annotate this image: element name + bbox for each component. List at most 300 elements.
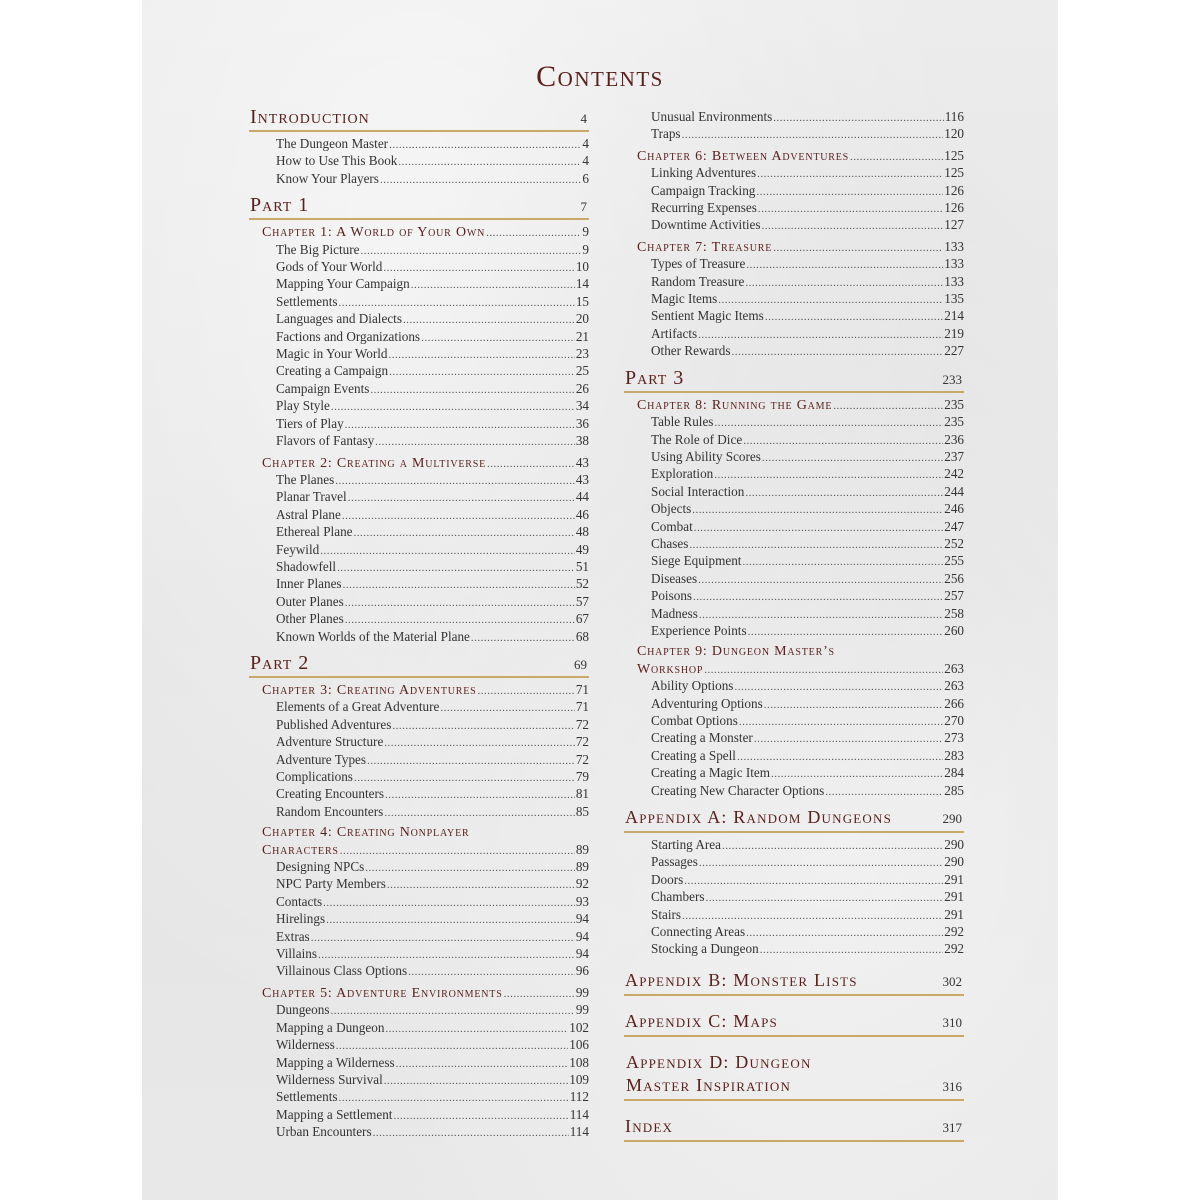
entry-page: 10: [575, 259, 589, 275]
dot-leader: [392, 718, 574, 734]
entry-page: 292: [944, 924, 964, 940]
appendix-page: 310: [942, 1014, 962, 1030]
part-label: Part 2: [250, 651, 310, 674]
toc-entry[interactable]: [249, 294, 589, 311]
entry-label: Ethereal Plane: [276, 524, 353, 540]
dot-leader: [773, 110, 943, 126]
toc-chapter-4[interactable]: [249, 825, 589, 859]
dot-leader: [731, 344, 943, 360]
entry-page: 23: [575, 346, 589, 362]
toc-entry[interactable]: [624, 308, 964, 325]
toc-entry[interactable]: [624, 449, 964, 466]
dot-leader: [756, 184, 943, 200]
dot-leader: [682, 127, 944, 143]
toc-entry[interactable]: [249, 786, 589, 803]
toc-entry[interactable]: [624, 165, 964, 182]
dot-leader: [383, 260, 574, 276]
entry-label: Experience Points: [651, 622, 747, 638]
entry-label: Mapping a Wilderness: [276, 1054, 395, 1070]
entry-label: Exploration: [651, 466, 714, 482]
dot-leader: [705, 890, 943, 906]
toc-entry[interactable]: [249, 804, 589, 821]
dot-leader: [765, 309, 943, 325]
toc-entry[interactable]: [624, 466, 964, 483]
entry-label: Siege Equipment: [651, 553, 742, 569]
dot-leader: [764, 697, 943, 713]
toc-entry[interactable]: [249, 381, 589, 398]
entry-label: Stairs: [651, 906, 682, 922]
chapter-page: 235: [944, 396, 964, 412]
entry-page: 133: [944, 273, 964, 289]
entry-page: 283: [944, 747, 964, 763]
entry-page: 292: [944, 941, 964, 957]
toc-entry[interactable]: [249, 329, 589, 346]
dot-leader: [398, 154, 581, 170]
dot-leader: [745, 275, 943, 291]
entry-label: How to Use This Book: [276, 153, 398, 169]
toc-entry[interactable]: [624, 854, 964, 871]
toc-entry[interactable]: [249, 929, 589, 946]
chapter-page: 71: [575, 681, 589, 697]
toc-entry[interactable]: [249, 859, 589, 876]
toc-entry[interactable]: [249, 524, 589, 541]
dot-leader: [384, 735, 575, 751]
dot-leader: [384, 805, 575, 821]
dot-leader: [718, 292, 943, 308]
toc-entry[interactable]: [624, 414, 964, 431]
entry-label: The Dungeon Master: [276, 136, 389, 151]
entry-label: Other Planes: [276, 611, 344, 627]
entry-label: Creating a Spell: [651, 747, 736, 763]
entry-label: Mapping a Settlement: [276, 1106, 393, 1122]
toc-part-3[interactable]: [624, 367, 964, 393]
entry-page: 273: [944, 730, 964, 746]
toc-appendix-c[interactable]: [624, 1010, 964, 1037]
toc-part-1[interactable]: [249, 194, 589, 220]
dot-leader: [373, 1125, 569, 1141]
toc-entry[interactable]: [624, 730, 964, 747]
entry-label: Planar Travel: [276, 489, 347, 505]
entry-page: 257: [944, 588, 964, 604]
entry-page: 48: [575, 524, 589, 540]
toc-entry[interactable]: [624, 501, 964, 518]
toc-entry[interactable]: [624, 872, 964, 889]
toc-index[interactable]: [624, 1115, 964, 1142]
dot-leader: [365, 860, 575, 876]
chapter-7-entries: [624, 256, 964, 360]
toc-entry[interactable]: [624, 606, 964, 623]
entry-label: Know Your Players: [276, 170, 379, 186]
appendix-page: 316: [942, 1078, 962, 1094]
entry-label: The Planes: [276, 471, 335, 487]
toc-entry[interactable]: [249, 594, 589, 611]
toc-entry[interactable]: [249, 894, 589, 911]
entry-page: 242: [944, 466, 964, 482]
toc-entry[interactable]: [624, 623, 964, 640]
toc-entry[interactable]: [624, 326, 964, 343]
entry-page: 34: [575, 398, 589, 414]
dot-leader: [403, 312, 575, 328]
entry-page: 89: [575, 859, 589, 875]
entry-page: 266: [944, 695, 964, 711]
part-label: Part 1: [250, 194, 310, 217]
part-page: 7: [580, 199, 587, 215]
toc-entry[interactable]: [249, 311, 589, 328]
dot-leader: [757, 166, 943, 182]
entry-page: 133: [944, 256, 964, 272]
entry-label: Complications: [276, 769, 353, 784]
entry-page: 68: [575, 628, 589, 644]
dot-leader: [734, 679, 943, 695]
toc-entry[interactable]: [249, 276, 589, 293]
chapter-label: Chapter 5: Adventure Environments: [262, 985, 503, 1001]
toc-entry[interactable]: [624, 109, 964, 126]
entry-label: Types of Treasure: [651, 256, 746, 272]
entry-label: Creating a Monster: [651, 730, 753, 746]
appendix-label-line2: Master Inspiration: [626, 1074, 792, 1095]
entry-label: Random Treasure: [651, 273, 745, 289]
toc-entry[interactable]: [624, 588, 964, 605]
chapter-label: Chapter 6: Between Adventures: [637, 148, 850, 164]
chapter-label: Chapter 1: A World of Your Own: [262, 225, 486, 241]
chapter-label: Chapter 3: Creating Adventures: [262, 682, 477, 698]
entry-label: Diseases: [651, 570, 698, 586]
dot-leader: [345, 612, 575, 628]
dot-leader: [754, 731, 943, 747]
toc-entry[interactable]: [249, 363, 589, 380]
toc-entry[interactable]: [249, 1055, 589, 1072]
entry-label: Ability Options: [651, 678, 734, 694]
toc-part-introduction[interactable]: [249, 106, 589, 132]
entry-page: 247: [944, 518, 964, 534]
entry-page: 43: [575, 471, 589, 487]
toc-entry[interactable]: [249, 1037, 589, 1054]
entry-page: 46: [575, 506, 589, 522]
dot-leader: [487, 456, 575, 472]
toc-entry[interactable]: [249, 416, 589, 433]
entry-label: Unusual Environments: [651, 109, 773, 124]
chapter-page: 125: [944, 147, 964, 163]
dot-leader: [370, 382, 574, 398]
intro-entries: [249, 136, 589, 188]
dot-leader: [337, 560, 575, 576]
toc-entry[interactable]: [249, 136, 589, 153]
toc-appendix-a[interactable]: [624, 806, 964, 833]
chapter-page: 263: [944, 660, 964, 676]
entry-label: Traps: [651, 126, 681, 142]
toc-entry[interactable]: [624, 941, 964, 958]
entry-page: 106: [569, 1037, 589, 1053]
entry-page: 112: [569, 1089, 589, 1105]
toc-entry[interactable]: [624, 907, 964, 924]
entry-page: 214: [944, 308, 964, 324]
toc-chapter-7[interactable]: [624, 239, 964, 256]
dot-leader: [504, 986, 575, 1002]
dot-leader: [331, 399, 575, 415]
dot-leader: [833, 398, 943, 414]
entry-label: Random Encounters: [276, 803, 384, 819]
dot-leader: [361, 243, 582, 259]
entry-page: 120: [944, 126, 964, 142]
dot-leader: [393, 1108, 568, 1124]
toc-entry[interactable]: [249, 398, 589, 415]
toc-entry[interactable]: [624, 889, 964, 906]
dot-leader: [389, 137, 581, 153]
toc-entry[interactable]: [624, 837, 964, 854]
entry-label: Known Worlds of the Material Plane: [276, 628, 470, 644]
entry-label: Connecting Areas: [651, 924, 746, 940]
toc-entry[interactable]: [249, 1089, 589, 1106]
entry-page: 219: [944, 325, 964, 341]
entry-page: 71: [575, 699, 589, 715]
entry-page: 72: [575, 751, 589, 767]
entry-page: 51: [575, 558, 589, 574]
toc-entry[interactable]: [624, 274, 964, 291]
toc-entry[interactable]: [624, 553, 964, 570]
dot-leader: [746, 925, 943, 941]
toc-entry[interactable]: [249, 876, 589, 893]
entry-page: 235: [944, 414, 964, 430]
toc-chapter-2[interactable]: [249, 455, 589, 472]
part-page: 69: [574, 656, 587, 672]
entry-label: Inner Planes: [276, 576, 342, 592]
dot-leader: [745, 485, 943, 501]
toc-entry[interactable]: [249, 1002, 589, 1019]
entry-page: 102: [569, 1019, 589, 1035]
toc-chapter-1[interactable]: [249, 224, 589, 241]
entry-label: Flavors of Fantasy: [276, 433, 375, 449]
entry-label: Adventuring Options: [651, 695, 763, 711]
toc-chapter-6[interactable]: [624, 148, 964, 165]
part-page: 4: [580, 111, 587, 126]
entry-label: Starting Area: [651, 837, 721, 853]
toc-entry[interactable]: [249, 346, 589, 363]
entry-page: 93: [575, 893, 589, 909]
toc-entry[interactable]: [624, 924, 964, 941]
toc-entry[interactable]: [624, 536, 964, 553]
toc-entry[interactable]: [249, 472, 589, 489]
toc-entry[interactable]: [249, 242, 589, 259]
contents-page: [142, 0, 1058, 1200]
entry-page: 285: [944, 782, 964, 798]
entry-label: Creating Encounters: [276, 786, 385, 802]
entry-page: 9: [582, 241, 589, 257]
appendix-a-entries: [624, 837, 964, 959]
dot-leader: [739, 714, 943, 730]
toc-chapter-3[interactable]: [249, 682, 589, 699]
entry-label: Villains: [276, 946, 317, 962]
entry-page: 284: [944, 765, 964, 781]
toc-entry[interactable]: [624, 713, 964, 730]
entry-label: Play Style: [276, 398, 330, 414]
toc-chapter-8[interactable]: [624, 397, 964, 414]
chapter-4-entries: [249, 859, 589, 981]
toc-entry[interactable]: [249, 542, 589, 559]
dot-leader: [704, 662, 943, 678]
toc-entry[interactable]: [249, 963, 589, 980]
toc-appendix-d[interactable]: [624, 1051, 964, 1101]
entry-label: Magic Items: [651, 291, 718, 307]
entry-page: 227: [944, 343, 964, 359]
toc-entry[interactable]: [249, 1124, 589, 1141]
toc-entry[interactable]: [249, 946, 589, 963]
entry-page: 291: [944, 871, 964, 887]
entry-label: Wilderness: [276, 1037, 335, 1053]
entry-label: Campaign Tracking: [651, 182, 756, 198]
toc-entry[interactable]: [249, 559, 589, 576]
toc-entry[interactable]: [624, 765, 964, 782]
toc-entry[interactable]: [624, 217, 964, 234]
entry-page: 263: [944, 678, 964, 694]
dot-leader: [318, 947, 575, 963]
entry-page: 236: [944, 431, 964, 447]
dot-leader: [375, 434, 575, 450]
chapter-6-entries: [624, 165, 964, 235]
toc-chapter-5[interactable]: [249, 985, 589, 1002]
dot-leader: [323, 895, 575, 911]
chapter-label: Chapter 7: Treasure: [637, 239, 773, 255]
chapter-page: 133: [944, 238, 964, 254]
entry-label: Adventure Types: [276, 751, 367, 767]
entry-page: 96: [575, 963, 589, 979]
toc-entry[interactable]: [249, 699, 589, 716]
toc-chapter-9[interactable]: [624, 644, 964, 678]
toc-entry[interactable]: [249, 489, 589, 506]
entry-label: Creating a Campaign: [276, 363, 389, 379]
toc-entry[interactable]: [624, 484, 964, 501]
dot-leader: [389, 347, 575, 363]
dot-leader: [478, 683, 575, 699]
index-page: 317: [942, 1119, 962, 1135]
entry-page: 291: [944, 889, 964, 905]
toc-entry[interactable]: [249, 911, 589, 928]
toc-entry[interactable]: [624, 783, 964, 800]
toc-entry[interactable]: [249, 734, 589, 751]
toc-entry[interactable]: [624, 678, 964, 695]
toc-entry[interactable]: [249, 717, 589, 734]
toc-entry[interactable]: [624, 256, 964, 273]
entry-label: Downtime Activities: [651, 217, 761, 233]
toc-entry[interactable]: [249, 1072, 589, 1089]
dot-leader: [320, 543, 575, 559]
toc-entry[interactable]: [624, 183, 964, 200]
dot-leader: [684, 873, 943, 889]
entry-label: Adventure Structure: [276, 734, 384, 750]
toc-entry[interactable]: [624, 571, 964, 588]
index-label: Index: [625, 1115, 674, 1136]
part-page: 233: [942, 371, 962, 387]
toc-appendix-b[interactable]: [624, 969, 964, 996]
dot-leader: [737, 749, 943, 765]
toc-entry[interactable]: [624, 748, 964, 765]
toc-entry[interactable]: [249, 1020, 589, 1037]
entry-page: 79: [575, 769, 589, 784]
dot-leader: [694, 520, 943, 536]
entry-label: Sentient Magic Items: [651, 308, 764, 324]
entry-label: Madness: [651, 605, 698, 621]
entry-page: 255: [944, 553, 964, 569]
entry-label: Gods of Your World: [276, 259, 383, 275]
dot-leader: [342, 508, 575, 524]
entry-page: 57: [575, 593, 589, 609]
dot-leader: [384, 1073, 568, 1089]
entry-label: Combat Options: [651, 713, 738, 728]
dot-leader: [343, 577, 575, 593]
dot-leader: [330, 1003, 574, 1019]
entry-page: 126: [944, 200, 964, 216]
toc-entry[interactable]: [249, 769, 589, 786]
dot-leader: [714, 467, 943, 483]
toc-entry[interactable]: [624, 126, 964, 143]
dot-leader: [440, 700, 574, 716]
entry-label: Stocking a Dungeon: [651, 941, 759, 957]
dot-leader: [340, 843, 575, 859]
entry-label: Chases: [651, 535, 689, 551]
toc-entry[interactable]: [249, 171, 589, 188]
toc-entry[interactable]: [249, 433, 589, 450]
toc-entry[interactable]: [249, 752, 589, 769]
toc-entry[interactable]: [249, 507, 589, 524]
toc-entry[interactable]: [249, 259, 589, 276]
toc-entry[interactable]: [624, 696, 964, 713]
entry-label: Campaign Events: [276, 380, 370, 396]
appendix-label: Appendix C: Maps: [625, 1010, 778, 1031]
chapter-1-entries: [249, 242, 589, 451]
toc-entry[interactable]: [249, 1107, 589, 1124]
entry-label: Passages: [651, 854, 698, 870]
toc-part-2[interactable]: [249, 652, 589, 678]
entry-label: Other Rewards: [651, 343, 731, 359]
entry-page: 116: [944, 109, 964, 124]
entry-label: Mapping Your Campaign: [276, 276, 410, 292]
dot-leader: [693, 589, 943, 605]
dot-leader: [758, 201, 943, 217]
toc-entry[interactable]: [624, 291, 964, 308]
toc-entry[interactable]: [249, 153, 589, 170]
dot-leader: [486, 225, 581, 241]
entry-label: Table Rules: [651, 414, 714, 430]
entry-label: Shadowfell: [276, 558, 337, 574]
entry-page: 81: [575, 786, 589, 802]
chapter-page: 43: [575, 454, 589, 470]
entry-page: 72: [575, 734, 589, 750]
entry-page: 237: [944, 448, 964, 464]
dot-leader: [742, 554, 943, 570]
entry-label: The Big Picture: [276, 241, 360, 257]
toc-entry[interactable]: [249, 629, 589, 646]
entry-page: 99: [575, 1002, 589, 1018]
toc-entry[interactable]: [624, 519, 964, 536]
dot-leader: [389, 364, 575, 380]
entry-page: 94: [575, 946, 589, 962]
entry-page: 4: [582, 153, 589, 169]
entry-page: 44: [575, 489, 589, 505]
dot-leader: [471, 630, 575, 646]
chapter-label-line2: Characters: [262, 842, 339, 858]
toc-entry[interactable]: [249, 611, 589, 628]
toc-entry[interactable]: [249, 576, 589, 593]
dot-leader: [367, 753, 575, 769]
appendix-d-line2: [625, 1074, 964, 1099]
appendix-page: 290: [942, 811, 962, 827]
entry-page: 4: [582, 136, 589, 151]
dot-leader: [714, 415, 943, 431]
toc-entry[interactable]: [624, 343, 964, 360]
toc-entry[interactable]: [624, 200, 964, 217]
toc-entry[interactable]: [624, 432, 964, 449]
entry-page: 52: [575, 576, 589, 592]
dot-leader: [771, 766, 943, 782]
